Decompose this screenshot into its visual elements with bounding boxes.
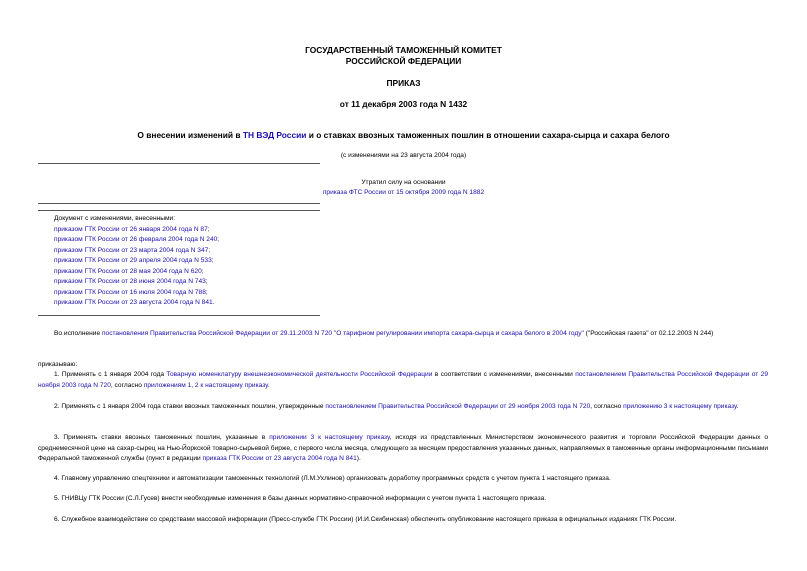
divider [38,210,320,211]
paragraph-5: 5. ГНИВЦу ГТК России (С.Л.Гусев) внести необходимые изменения в базы данных нормативно-справочной информации с учетом пункта 1 настоящего приказа. [54,495,547,502]
org-name-line2: РОССИЙСКОЙ ФЕДЕРАЦИИ [345,56,462,66]
expired-label: Утратил силу на основании [361,179,446,186]
p2-link-appendix[interactable]: приложению 3 к настоящему приказу [623,403,737,410]
intro-link[interactable]: постановления Правительства Российской Федерации от 29.11.2003 N 720 "О тарифном регулировании импорта сахара-сырца и сахара белого в 2004 году" [101,330,584,337]
title-pre: О внесении изменений в [137,130,243,140]
doc-type: ПРИКАЗ [386,78,421,88]
changes-heading: Документ с изменениями, внесенными: [54,215,176,222]
p3-text: 3. Применять ставки ввозных таможенных пошлин, указанные в [54,434,270,441]
title-link-tnved[interactable]: ТН ВЭД России [242,130,307,140]
paragraph-3 [38,433,768,465]
p2-text: , согласно [590,403,624,410]
p3-link-appendix[interactable]: приложении 3 к настоящему приказу [269,434,390,441]
change-link[interactable]: приказом ГТК России от 26 января 2004 года N 87; [54,225,210,233]
p1-link-tnved[interactable]: Товарную номенклатуру внешнеэкономической деятельности Российской Федерации [166,371,433,378]
changes-list [54,214,354,309]
p2-text: 2. Применять с 1 января 2004 года ставки ввозных таможенных пошлин, утвержденные [54,403,326,410]
p1-text: . [267,381,270,389]
expired-link-wrap [0,188,807,198]
p2-link-decree[interactable]: постановлением Правительства Российской Федерации от 29 ноября 2003 года N 720 [325,403,591,410]
revision-note: (с изменениями на 23 августа 2004 года) [340,152,467,159]
paragraph-6: 6. Служебное взаимодействие со средствами массовой информации (Пресс-службе ГТК России) (И.И.Скибинская) обеспечить опубликование настоящего приказа в официальных изданиях ГТК России. [54,516,677,523]
change-link[interactable]: приказом ГТК России от 16 июля 2004 года N 788; [54,288,208,296]
change-link[interactable]: приказом ГТК России от 23 августа 2004 года N 841. [54,299,215,306]
p3-link-order[interactable]: приказа ГТК России от 23 августа 2004 года N 841 [202,455,357,462]
p3-text: ). [356,455,361,462]
orders-word: приказываю: [38,361,78,368]
change-link[interactable]: приказом ГТК России от 28 июня 2004 года N 743; [54,278,208,285]
p1-text: в соответствии с изменениями, внесенными [432,371,576,378]
intro-text: Во исполнение [54,330,102,337]
paragraph-4: 4. Главному управлению спецтехники и автоматизации таможенных технологий (Л.М.Ухлинов) организовать доработку программных средств с учетом пункта 1 настоящего приказа. [54,475,611,482]
paragraph-1 [38,370,768,391]
p1-text: , согласно [110,381,144,389]
intro-paragraph [38,329,768,340]
intro-text-post: ("Российская газета" от 02.12.2003 N 244) [583,330,714,337]
doc-title [0,130,807,141]
change-link[interactable]: приказом ГТК России от 23 марта 2004 года N 347; [54,246,211,254]
divider [38,163,320,164]
p3-text: , исходя из представленных Министерством экономического развития и торговли Российской Федерации данных о среднемесячной цене на сахар-сырец на Нью-Йоркской товарно-сырьевой бирже, с первого числа месяца, следующего за месяцем предоставления указанных данных, направляемых в таможенные органы информационными письмами Федеральной таможенной службы (пункт в редакции [38,434,769,462]
divider [38,315,320,316]
change-link[interactable]: приказом ГТК России от 29 апреля 2004 года N 533; [54,257,214,264]
org-name-line1: ГОСУДАРСТВЕННЫЙ ТАМОЖЕННЫЙ КОМИТЕТ [305,45,502,55]
change-link[interactable]: приказом ГТК России от 26 февраля 2004 года N 240; [54,236,220,243]
expired-link[interactable]: приказа ФТС России от 15 октября 2009 года N 1882 [322,189,485,196]
doc-date: от 11 декабря 2003 года N 1432 [339,99,468,109]
p1-text: 1. Применять с 1 января 2004 года [54,371,167,378]
paragraph-2 [38,402,768,413]
title-post: и о ставках ввозных таможенных пошлин в отношении сахара-сырца и сахара белого [306,130,670,140]
p1-link-decree[interactable]: постановлением Правительства Российской Федерации от 29 ноября 2003 года N 720 [38,371,768,389]
change-link[interactable]: приказом ГТК России от 28 мая 2004 года N 620; [54,267,204,275]
divider [38,203,320,204]
p2-text: . [736,403,739,410]
p1-link-appendix[interactable]: приложениям 1, 2 к настоящему приказу [143,381,268,389]
